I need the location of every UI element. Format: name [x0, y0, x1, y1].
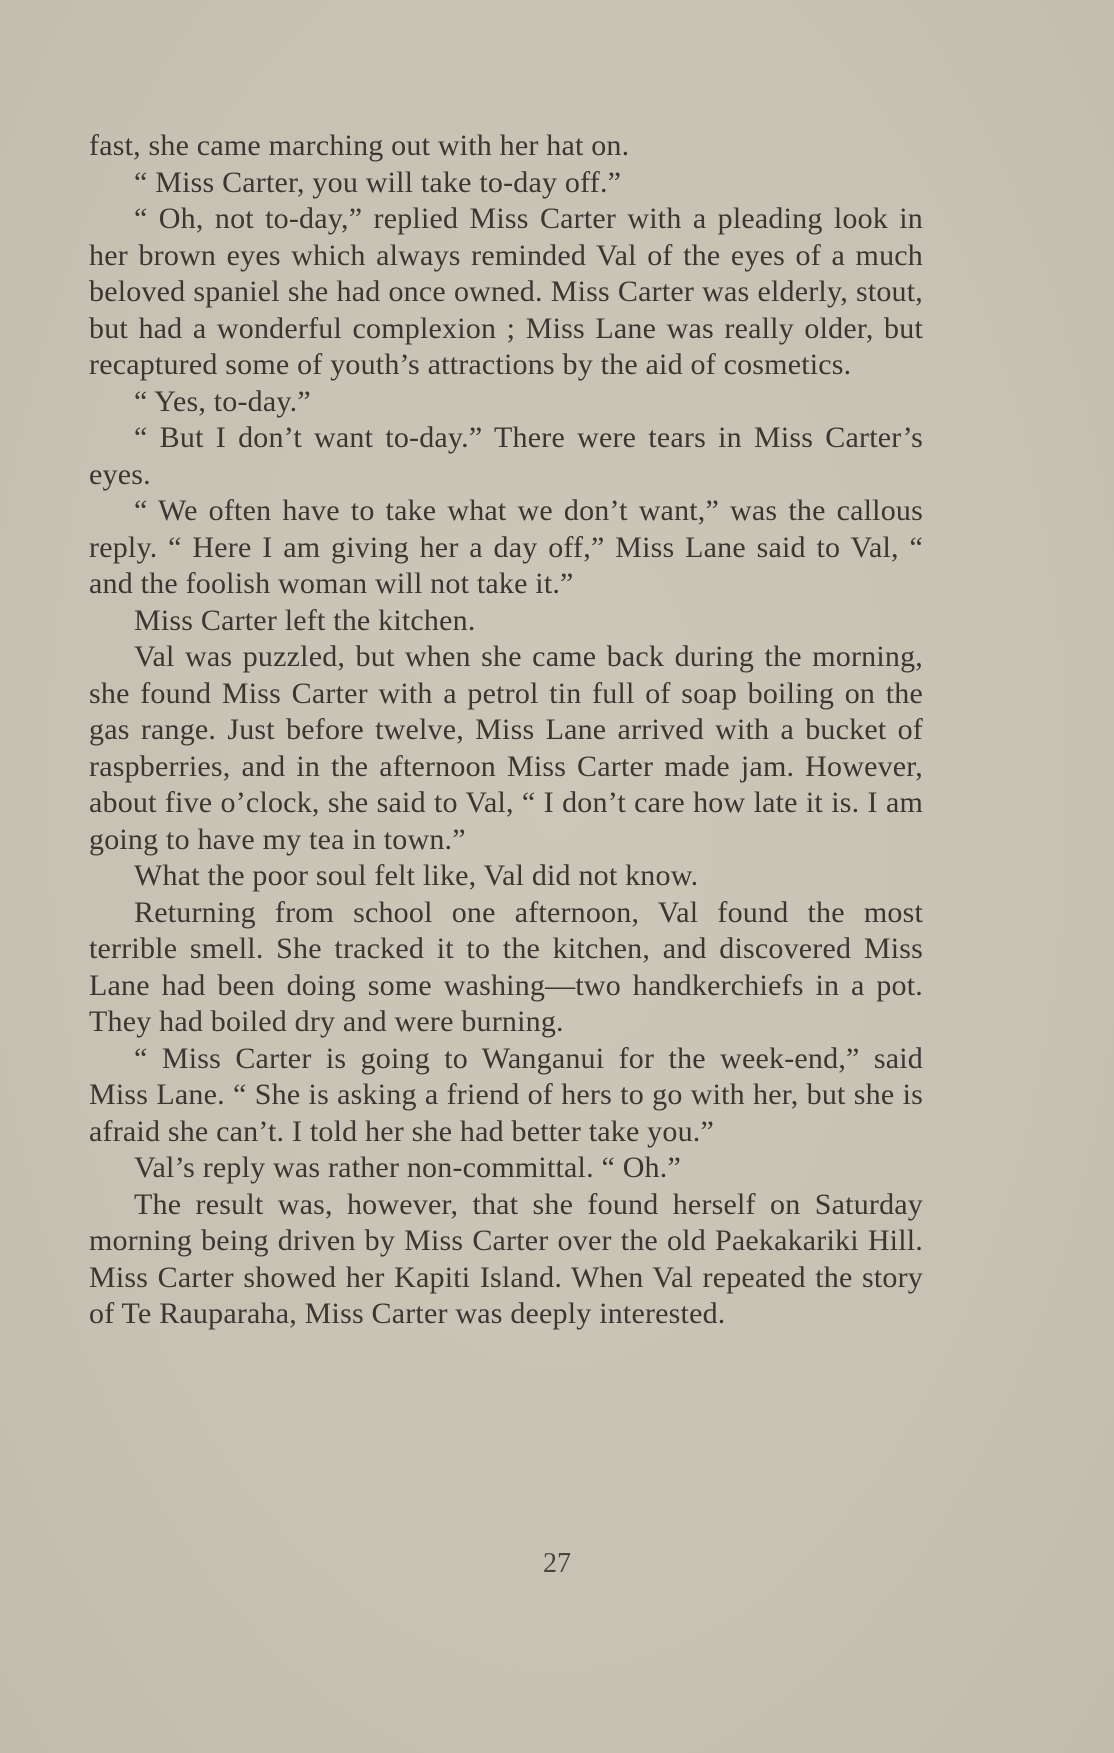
page-number: 27 [543, 1548, 571, 1579]
paragraph: “ Miss Carter is going to Wanganui for the week-end,” said Miss Lane. “ She is asking a friend of hers to go with her, but she is afraid she can’t. I told her she had better take you.” [89, 1041, 923, 1148]
paragraph: The result was, however, that she found herself on Saturday morning being driven by Miss Carter over the old Paekakariki Hill. Miss Carter showed her Kapiti Island. When Val repeated the story of Te Rauparaha, Miss Carter was deeply interested. [89, 1187, 923, 1330]
paragraph: Returning from school one afternoon, Val found the most terrible smell. She tracked it to the kitchen, and discovered Miss Lane had been doing some washing—two handkerchiefs in a pot. They had boiled dry and were burning. [89, 895, 923, 1038]
paragraph: “ Oh, not to-day,” replied Miss Carter with a pleading look in her brown eyes which always reminded Val of the eyes of a much beloved spaniel she had once owned. Miss Carter was elderly, stout, but had a wonderful complexion ; Miss Lane was really older, but recaptured some of youth’s attractions by the aid of cosmetics. [89, 202, 923, 381]
paragraph: “ Yes, to-day.” [134, 384, 311, 418]
paragraph: Val was puzzled, but when she came back during the morning, she found Miss Carter with a petrol tin full of soap boiling on the gas range. Just before twelve, Miss Lane arrived with a bucket of raspberries, and in the afternoon Miss Carter made jam. However, about five o’clock, she said to Val, “ I don’t care how late it is. I am going to have my tea in town.” [89, 640, 923, 856]
body-text [89, 128, 923, 1333]
paragraph: Val’s reply was rather non-committal. “ Oh.” [134, 1151, 681, 1184]
paragraph: What the poor soul felt like, Val did not know. [134, 859, 699, 892]
paragraph: “ We often have to take what we don’t want,” was the callous reply. “ Here I am giving her a day off,” Miss Lane said to Val, “ and the foolish woman will not take it.” [89, 494, 923, 600]
paragraph: Miss Carter left the kitchen. [134, 603, 476, 637]
paragraph: fast, she came marching out with her hat on. [89, 129, 630, 162]
paragraph: “ Miss Carter, you will take to-day off.” [134, 165, 622, 199]
paragraph: “ But I don’t want to-day.” There were tears in Miss Carter’s eyes. [89, 421, 923, 491]
